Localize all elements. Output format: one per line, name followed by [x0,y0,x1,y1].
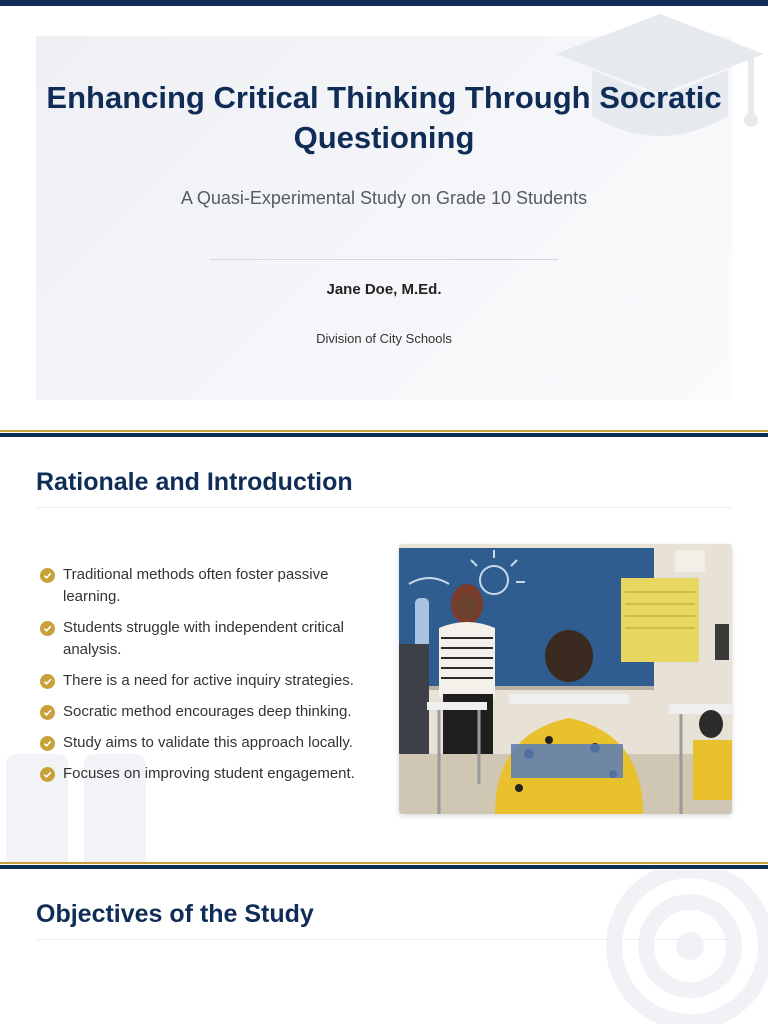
list-item [40,701,380,723]
list-item [40,617,380,661]
objectives-heading: Objectives of the Study [36,900,314,928]
presentation-subtitle: A Quasi-Experimental Study on Grade 10 Students [180,188,588,208]
classroom-photo [399,544,732,814]
rationale-slide [0,438,768,862]
bullet-text: Focuses on improving student engagement. [63,765,355,782]
separator-gold-line [0,430,768,432]
check-circle-icon [40,621,55,636]
separator-navy-line [0,433,768,437]
check-circle-icon [40,705,55,720]
presentation-title: Enhancing Critical Thinking Through Socratic Questioning [46,80,722,155]
rationale-bullet-list [40,564,380,794]
check-circle-icon [40,674,55,689]
heading-rule [36,939,732,940]
check-circle-icon [40,736,55,751]
author-affiliation: Division of City Schools [316,331,452,346]
slide-separator [0,430,768,438]
title-slide [0,6,768,430]
objectives-slide [0,870,768,1024]
check-circle-icon [40,767,55,782]
bullet-text: Traditional methods often foster passive learning. [63,566,329,605]
author-name: Jane Doe, M.Ed. [326,281,442,298]
bullet-text: There is a need for active inquiry strategies. [63,672,354,689]
check-circle-icon [40,568,55,583]
heading-rule [36,507,732,508]
separator-gold-line [0,862,768,864]
separator-navy-line [0,865,768,869]
list-item [40,732,380,754]
bullet-text: Study aims to validate this approach locally. [63,734,353,751]
list-item [40,564,380,608]
bullet-text: Socratic method encourages deep thinking. [63,703,352,720]
bullet-text: Students struggle with independent critical analysis. [63,619,345,658]
list-item [40,670,380,692]
rationale-heading: Rationale and Introduction [36,468,353,496]
title-divider [210,259,558,260]
list-item [40,763,380,785]
target-icon [600,870,768,1024]
slide-separator [0,862,768,870]
